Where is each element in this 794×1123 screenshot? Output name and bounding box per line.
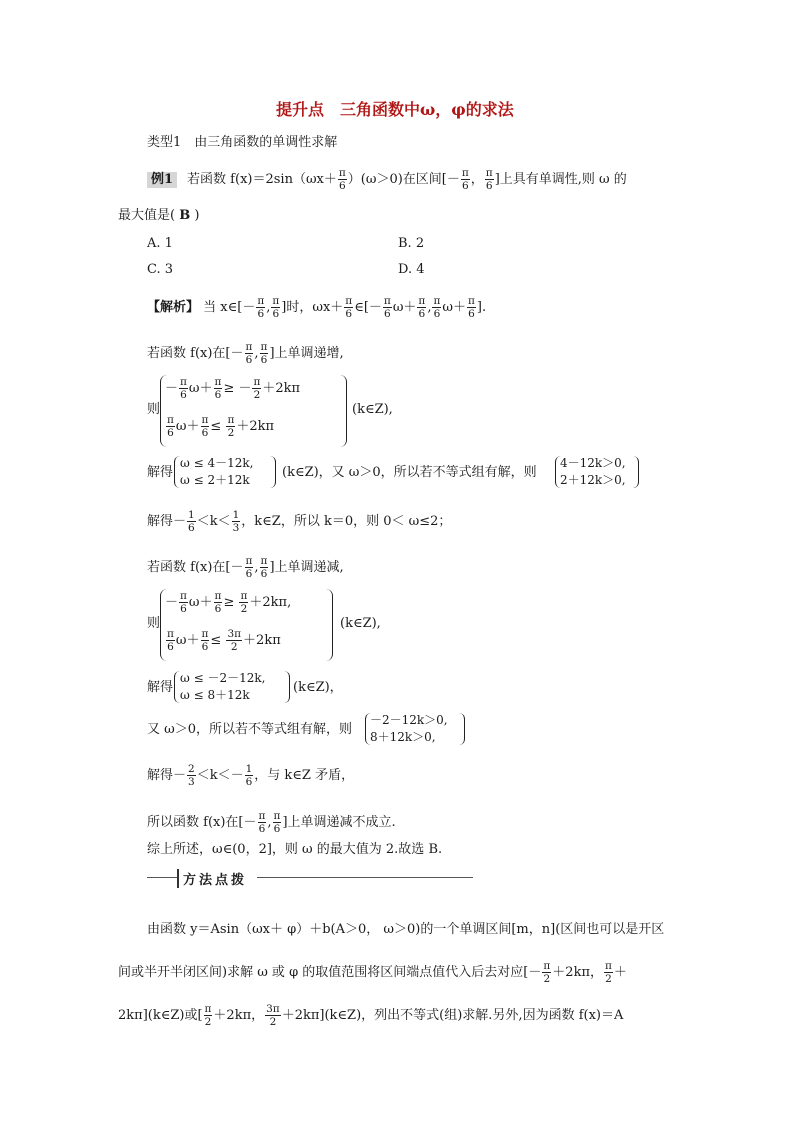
system2-row1: － $\frac{\pi}{6}$ ω＋ $\frac{\pi}{6}$ ≥ $\frac{\pi}{2}$ ＋2kπ, <box>165 590 292 615</box>
summary: 综上所述，ω∈(0，2]，则 ω 的最大值为 2.故选 B. <box>147 842 443 857</box>
solve2-sys-row2: 8＋12k＞0, <box>370 730 436 744</box>
solve2-kz: (k∈Z)， <box>293 680 343 695</box>
method-para-line3: 2kπ](k∈Z)或[ $\frac{\pi}{2}$ ＋2kπ， $\frac{3\pi}{2}$ ＋2kπ](k∈Z)，列出不等式(组)求解.另外,因为函数 f(x)＝A <box>118 1003 624 1028</box>
system2-ze: 则 <box>147 616 161 631</box>
solve2-row1: ω ≤ －2－12k, <box>180 671 266 685</box>
system1-kz: (k∈Z), <box>352 402 393 417</box>
method-line-right <box>257 877 473 878</box>
conclusion: 所以函数 f(x)在[－ $\frac{\pi}{6}$ , $\frac{\pi}{6}$ ]上单调递减不成立. <box>147 810 396 835</box>
option-d: D. 4 <box>398 262 425 277</box>
system2-kz: (k∈Z), <box>340 616 381 631</box>
solve1-right-brace <box>270 456 276 488</box>
system2-right-brace <box>326 589 333 661</box>
increasing-case: 若函数 f(x)在[－ $\frac{\pi}{6}$ , $\frac{\pi}{6}$ ]上单调递增, <box>147 341 344 366</box>
method-line-left <box>147 877 177 878</box>
example-tag: 例1 <box>147 172 177 188</box>
system2-row2: $\frac{\pi}{6}$ ω＋ $\frac{\pi}{6}$ ≤ $\frac{3\pi}{2}$ ＋2kπ <box>167 628 281 653</box>
type-heading: 类型1 由三角函数的单调性求解 <box>147 135 338 150</box>
example-question-line1: 例1 若函数 f(x)＝2sin（ωx＋ $\frac{\pi}{6}$ ）(ω＞0)在区间[－ $\frac{\pi}{6}$ ， $\frac{\pi}{6}$ ]上具有单调性,则 ω 的 <box>147 167 627 192</box>
solve2-sys-row1: －2－12k＞0, <box>370 713 448 727</box>
method-label: 方法点拨 <box>177 869 251 888</box>
system1-row2: $\frac{\pi}{6}$ ω＋ $\frac{\pi}{6}$ ≤ $\frac{\pi}{2}$ ＋2kπ <box>167 414 275 439</box>
solve2-row2: ω ≤ 8＋12k <box>180 688 250 702</box>
option-c: C. 3 <box>147 262 174 277</box>
solve2-label: 解得 <box>147 680 174 695</box>
system1-right-brace <box>340 375 347 447</box>
system1-row1: － $\frac{\pi}{6}$ ω＋ $\frac{\pi}{6}$ ≥ － $\frac{\pi}{2}$ ＋2kπ <box>165 376 301 401</box>
analysis-line1: 【解析】 当 x∈[－ $\frac{\pi}{6}$ , $\frac{\pi}{6}$ ]时，ωx＋ $\frac{\pi}{6}$ ∈[－ $\frac{\pi}{6}$ ω＋ $\frac{\pi}{6}$ , $\frac{\pi}{6}$ ω＋ $\frac{\pi}{6}$ ]. <box>147 295 487 320</box>
solve1-text: (k∈Z)，又 ω＞0，所以若不等式组有解，则 <box>282 465 537 480</box>
method-heading-bar <box>147 871 473 888</box>
solve1-row1: ω ≤ 4－12k, <box>180 456 254 470</box>
option-b: B. 2 <box>398 236 425 251</box>
solve1-sys-row2: 2＋12k＞0, <box>560 473 626 487</box>
method-para-line1: 由函数 y＝Asin（ωx＋ φ）＋b(A＞0， ω＞0)的一个单调区间[m，n](区间也可以是开区 <box>147 922 665 937</box>
system1-ze: 则 <box>147 402 161 417</box>
solve2-sys-right-brace <box>459 713 465 745</box>
result2: 解得－ $\frac{2}{3}$ ＜k＜－ $\frac{1}{6}$ ，与 k∈Z 矛盾， <box>147 763 355 788</box>
answer-letter: B <box>179 208 191 223</box>
solve2-right-brace <box>284 671 290 703</box>
option-a: A. 1 <box>147 236 173 251</box>
decreasing-case: 若函数 f(x)在[－ $\frac{\pi}{6}$ , $\frac{\pi}{6}$ ]上单调递减, <box>147 555 344 580</box>
solve1-label: 解得 <box>147 465 174 480</box>
page-title: 提升点 三角函数中ω，φ的求法 <box>276 100 514 119</box>
solve1-sys-right-brace <box>633 456 639 488</box>
analysis-label: 【解析】 <box>147 300 200 315</box>
result1: 解得－ $\frac{1}{6}$ ＜k＜ $\frac{1}{3}$ ，k∈Z，所以 k＝0，则 0＜ ω≤2； <box>147 509 452 534</box>
method-para-line2: 间或半开半闭区间)求解 ω 或 φ 的取值范围将区间端点值代入后去对应[－ $\frac{\pi}{2}$ ＋2kπ， $\frac{\pi}{2}$ ＋ <box>118 960 627 985</box>
again-text: 又 ω＞0，所以若不等式组有解，则 <box>147 722 353 737</box>
solve1-sys-row1: 4－12k＞0, <box>560 456 626 470</box>
solve1-row2: ω ≤ 2＋12k <box>180 473 250 487</box>
example-question-line2: 最大值是( B ) <box>118 208 200 223</box>
